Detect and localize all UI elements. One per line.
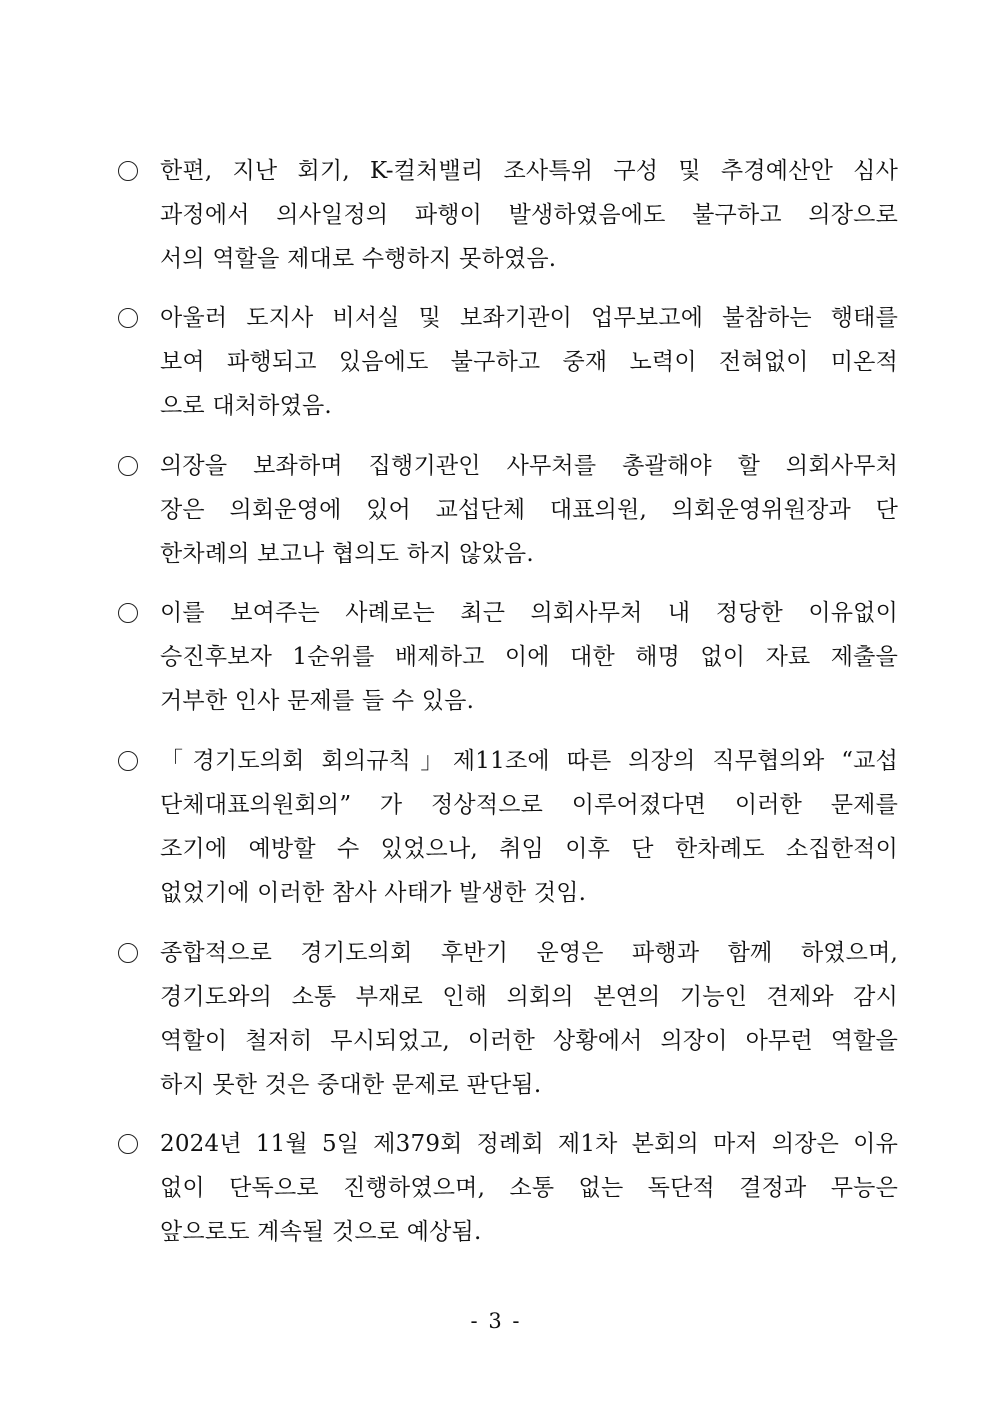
circle-bullet-icon: [118, 308, 138, 328]
paragraph-line: 서의 역할을 제대로 수행하지 못하였음.: [160, 246, 557, 272]
circle-bullet-icon: [118, 161, 138, 181]
paragraph-line: 거부한 인사 문제를 들 수 있음.: [160, 688, 475, 714]
paragraph-line: 한차례의 보고나 협의도 하지 않았음.: [160, 541, 534, 567]
paragraph-line: 의장을 보좌하며 집행기관인 사무처를 총괄해야 할 의회사무처: [160, 453, 898, 479]
paragraph-line: 역할이 철저히 무시되었고, 이러한 상황에서 의장이 아무런 역할을: [160, 1028, 898, 1054]
page-number: - 3 -: [470, 1309, 522, 1333]
bullet-paragraph-6: [118, 935, 898, 1105]
paragraph-line: 없이 단독으로 진행하였으며, 소통 없는 독단적 결정과 무능은: [160, 1175, 898, 1201]
circle-bullet-icon: [118, 603, 138, 623]
circle-bullet-icon: [118, 1134, 138, 1154]
paragraph-line: 장은 의회운영에 있어 교섭단체 대표의원, 의회운영위원장과 단: [160, 497, 898, 523]
bullet-paragraph-4: [118, 595, 898, 721]
paragraph-line: 앞으로도 계속될 것으로 예상됨.: [160, 1219, 482, 1245]
paragraph-line: 이를 보여주는 사례로는 최근 의회사무처 내 정당한 이유없이: [160, 600, 898, 626]
paragraph-line: 단체대표의원회의” 가 정상적으로 이루어졌다면 이러한 문제를: [160, 792, 898, 818]
paragraph-line: 경기도와의 소통 부재로 인해 의회의 본연의 기능인 견제와 감시: [160, 984, 898, 1010]
paragraph-line: 과정에서 의사일정의 파행이 발생하였음에도 불구하고 의장으로: [160, 202, 898, 228]
bullet-paragraph-5: [118, 743, 898, 913]
paragraph-line: 없었기에 이러한 참사 사태가 발생한 것임.: [160, 880, 587, 906]
paragraph-line: 2024년 11월 5일 제379회 정례회 제1차 본회의 마저 의장은 이유: [160, 1131, 898, 1157]
paragraph-line: 하지 못한 것은 중대한 문제로 판단됨.: [160, 1072, 542, 1098]
paragraph-line: 종합적으로 경기도의회 후반기 운영은 파행과 함께 하였으며,: [160, 940, 898, 966]
paragraph-line: 으로 대처하였음.: [160, 393, 332, 419]
paragraph-line: 보여 파행되고 있음에도 불구하고 중재 노력이 전혀없이 미온적: [160, 349, 898, 375]
bullet-paragraph-2: [118, 300, 898, 426]
paragraph-line: 승진후보자 1순위를 배제하고 이에 대한 해명 없이 자료 제출을: [160, 644, 898, 670]
paragraph-line: 「경기도의회 회의규칙」제11조에 따른 의장의 직무협의와 “교섭: [160, 748, 898, 774]
bullet-paragraph-7: [118, 1126, 898, 1252]
paragraph-line: 아울러 도지사 비서실 및 보좌기관이 업무보고에 불참하는 행태를: [160, 305, 898, 331]
bullet-paragraph-1: [118, 153, 898, 279]
bullet-paragraph-3: [118, 448, 898, 574]
paragraph-line: 조기에 예방할 수 있었으나, 취임 이후 단 한차례도 소집한적이: [160, 836, 898, 862]
circle-bullet-icon: [118, 943, 138, 963]
circle-bullet-icon: [118, 456, 138, 476]
paragraph-line: 한편, 지난 회기, K-컬처밸리 조사특위 구성 및 추경예산안 심사: [160, 158, 898, 184]
circle-bullet-icon: [118, 751, 138, 771]
